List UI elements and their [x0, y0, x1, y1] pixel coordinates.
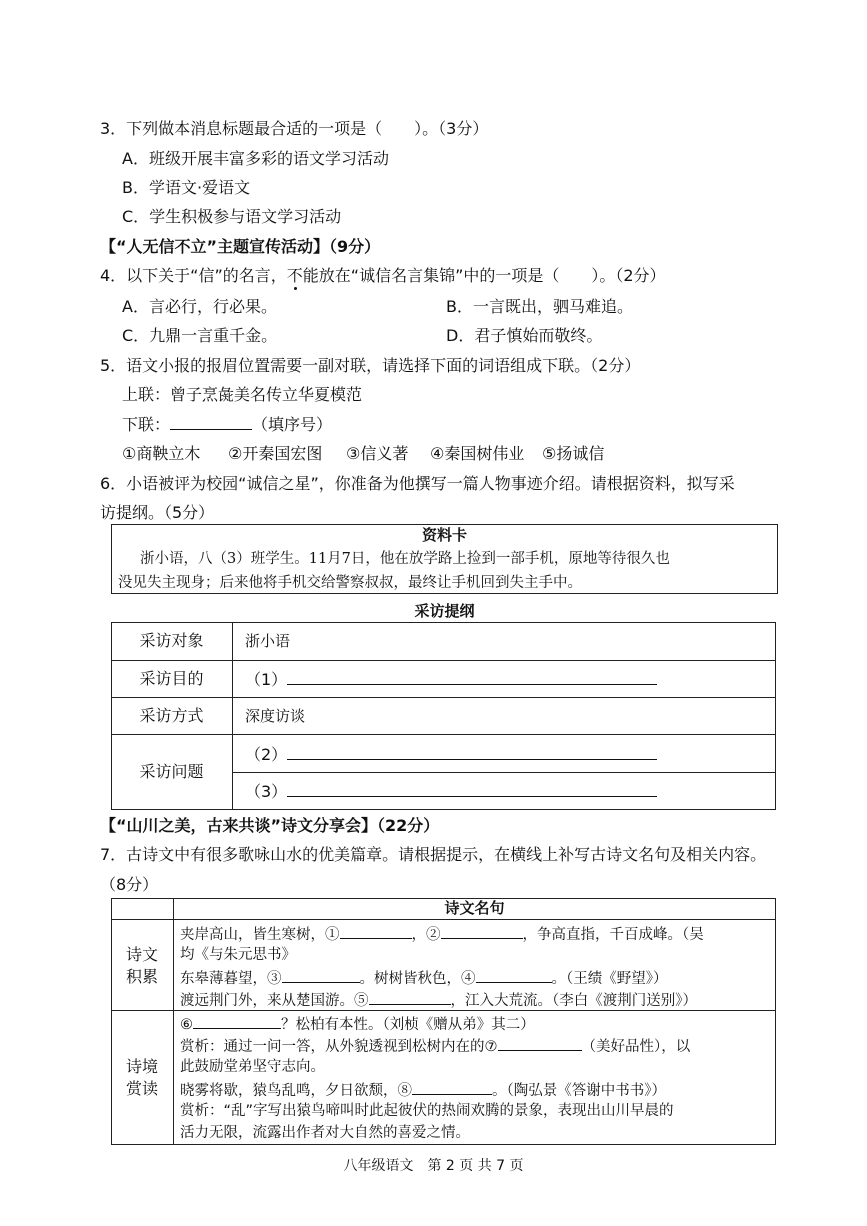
page-footer: 八年级语文 第 2 页 共 7 页	[343, 1158, 524, 1174]
poetry-line-6-a: 赏析：通过一问一答，从外貌透视到松树内在的⑦	[180, 1039, 498, 1055]
blank-3[interactable]	[282, 966, 360, 983]
poetry-line-1-c: ，争高直指，千百成峰。（吴	[522, 927, 704, 943]
q5-lower-hint: （填序号）	[252, 415, 333, 434]
q4-stem-post: 能放在“诚信名言集锦”中的一项是（ ）。（2分）	[302, 266, 666, 285]
poetry-label-appreciate-b: 赏读	[125, 1079, 158, 1098]
poetry-line-4	[180, 988, 697, 1012]
q3-option-b: B．学语文·爱语文	[122, 178, 251, 197]
q6-stem-line2: 访提纲。（5分）	[100, 503, 215, 522]
info-card-line2: 没见失主现身；后来他将手机交给警察叔叔，最终让手机回到失主手中。	[118, 575, 582, 591]
outline-value-subject: 浙小语	[245, 632, 291, 650]
section-heading-mountains-rivers: 【“山川之美，古来共谈”诗文分享会】（22分）	[100, 816, 440, 835]
poetry-header-line	[111, 919, 776, 920]
blank-5[interactable]	[369, 988, 451, 1005]
q4-stem	[100, 265, 666, 287]
outline-label-subject: 采访对象	[139, 631, 204, 650]
q5-upper-couplet: 上联：曾子烹彘美名传立华夏模范	[122, 385, 363, 404]
poetry-line-6-b: （美好品性），以	[581, 1039, 691, 1055]
outline-value-question3	[245, 780, 657, 803]
poetry-line-7: 此鼓励堂弟坚守志向。	[180, 1059, 325, 1075]
q4-option-c: C．九鼎一言重千金。	[122, 326, 278, 345]
outline-question2-blank[interactable]	[287, 743, 657, 760]
q4-stem-pre: 4．以下关于“信”的名言，	[100, 266, 287, 285]
poetry-line-3-a: 东皋薄暮望，③	[180, 971, 282, 987]
poetry-line-8-b: 。（陶弘景《答谢中书书》）	[492, 1083, 666, 1099]
q6-stem-line1: 6．小语被评为校园“诚信之星”，你准备为他撰写一篇人物事迹介绍。请根据资料，拟写采	[100, 474, 735, 493]
poetry-line-3-b: 。树树皆秋色，④	[359, 971, 476, 987]
poetry-line-5-b: ？松柏有本性。（刘桢《赠从弟》其二）	[281, 1017, 535, 1033]
poetry-line-3-c: 。（王绩《野望》）	[551, 971, 668, 987]
poetry-line-8	[180, 1078, 666, 1102]
poetry-line-5	[180, 1012, 535, 1036]
poetry-line-4-b: ，江入大荒流。（李白《渡荆门送别》）	[450, 993, 697, 1009]
outline-row-line	[111, 660, 776, 661]
q4-option-b: B．一言既出，驷马难追。	[446, 297, 633, 316]
outline-value-purpose	[245, 668, 657, 691]
poetry-line-1	[180, 922, 704, 946]
outline-purpose-number: （1）	[245, 670, 288, 689]
poetry-line-1-b: ，②	[411, 927, 441, 943]
outline-row-line	[111, 734, 776, 735]
q5-stem: 5．语文小报的报眉位置需要一副对联，请选择下面的词语组成下联。（2分）	[100, 356, 641, 375]
q5-choice-3: ③信义著	[346, 444, 409, 463]
q4-emphasis-mark: 不	[286, 266, 303, 285]
q7-stem-line1: 7．古诗文中有很多歌咏山水的优美篇章。请根据提示，在横线上补写古诗文名句及相关内容。	[100, 845, 767, 864]
outline-row-line	[232, 772, 776, 773]
outline-question3-blank[interactable]	[287, 780, 657, 797]
outline-title: 采访提纲	[414, 602, 475, 620]
q5-lower-couplet	[122, 413, 332, 436]
outline-label-questions: 采访问题	[139, 762, 204, 781]
outline-purpose-blank[interactable]	[287, 668, 657, 685]
poetry-column-header: 诗文名句	[444, 899, 505, 917]
outline-question3-number: （3）	[245, 782, 288, 801]
q4-option-d: D．君子慎始而敬终。	[446, 326, 603, 345]
poetry-label-appreciate-a: 诗境	[125, 1057, 158, 1076]
blank-2[interactable]	[441, 922, 523, 939]
q7-stem-line2: （8分）	[100, 875, 159, 894]
outline-label-method: 采访方式	[139, 706, 204, 725]
poetry-line-5-a: ⑥	[180, 1017, 193, 1033]
poetry-line-10: 活力无限，流露出作者对大自然的喜爱之情。	[180, 1125, 470, 1141]
q5-choice-2: ②开秦国宏图	[228, 444, 323, 463]
blank-4[interactable]	[476, 966, 552, 983]
outline-table-divider	[232, 622, 233, 810]
poetry-table-divider	[173, 898, 174, 1145]
poetry-line-8-a: 晓雾将歇，猿鸟乱鸣，夕日欲颓，⑧	[180, 1083, 412, 1099]
q3-stem: 3．下列做本消息标题最合适的一项是（ ）。（3分）	[100, 119, 489, 138]
outline-row-line	[111, 697, 776, 698]
outline-value-method: 深度访谈	[245, 707, 306, 725]
poetry-line-6	[180, 1034, 690, 1058]
info-card-line1: 浙小语，八（3）班学生。11月7日，他在放学路上捡到一部手机，原地等待很久也	[140, 551, 670, 567]
q5-choice-5: ⑤扬诚信	[542, 444, 605, 463]
poetry-line-3	[180, 966, 668, 990]
poetry-label-accumulate-b: 积累	[125, 967, 158, 986]
section-heading-honesty: 【“人无信不立”主题宣传活动】（9分）	[100, 237, 381, 256]
poetry-line-9: 赏析：“乱”字写出猿鸟啼叫时此起彼伏的热闹欢腾的景象，表现出山川早晨的	[180, 1103, 674, 1119]
blank-8[interactable]	[412, 1078, 492, 1095]
q5-lower-label: 下联：	[122, 415, 171, 434]
blank-7[interactable]	[498, 1034, 582, 1051]
poetry-line-4-a: 渡远荆门外，来从楚国游。⑤	[180, 993, 369, 1009]
blank-1[interactable]	[340, 922, 412, 939]
poetry-line-2: 均《与朱元思书》	[180, 947, 296, 963]
outline-label-purpose: 采访目的	[139, 669, 204, 688]
blank-6[interactable]	[193, 1012, 281, 1029]
outline-question2-number: （2）	[245, 745, 288, 764]
outline-value-question2	[245, 743, 657, 766]
q4-option-a: A．言必行，行必果。	[122, 297, 277, 316]
q5-choice-1: ①商鞅立木	[122, 444, 201, 463]
q5-choice-4: ④秦国树伟业	[430, 444, 525, 463]
q5-answer-blank[interactable]	[170, 413, 252, 430]
info-card-title: 资料卡	[421, 526, 467, 544]
q3-option-c: C．学生积极参与语文学习活动	[122, 207, 342, 226]
poetry-label-accumulate-a: 诗文	[125, 945, 158, 964]
poetry-line-1-a: 夹岸高山，皆生寒树，①	[180, 927, 340, 943]
q3-option-a: A．班级开展丰富多彩的语文学习活动	[122, 149, 389, 168]
